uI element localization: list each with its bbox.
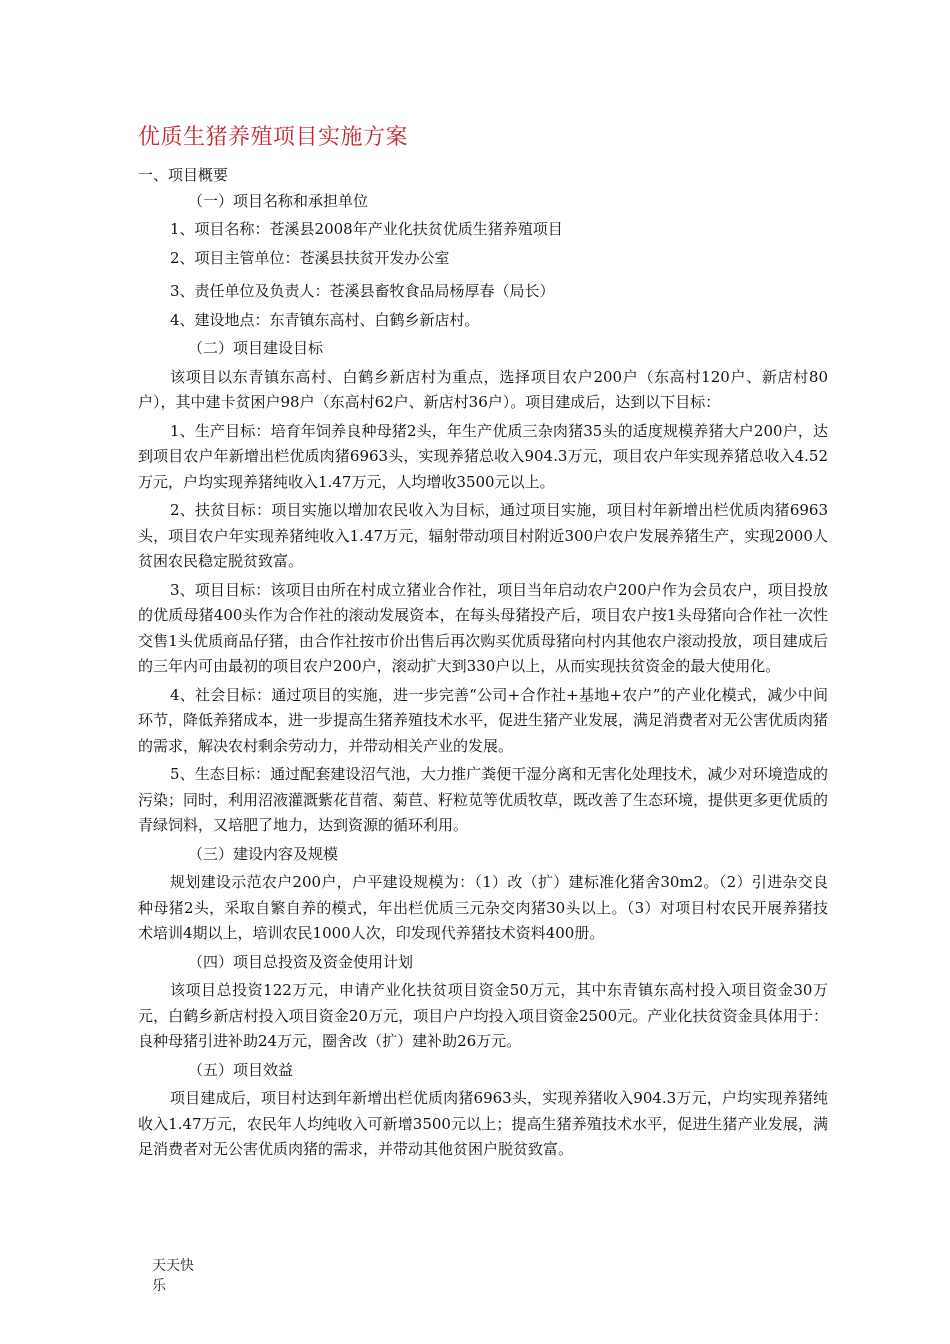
paragraph: 项目建成后，项目村达到年新增出栏优质肉猪6963头，实现养猪收入904.3万元，户均实现养猪纯收入1.47万元，农民年人均纯收入可新增3500元以上；提高生猪养殖技术水平，促进生猪产业发展，满足消费者对无公害优质肉猪的需求，并带动其他贫困户脱贫致富。 <box>138 1089 828 1158</box>
list-item: 3、责任单位及负责人：苍溪县畜牧食品局杨厚春（局长） <box>170 282 555 300</box>
paragraph: 3、项目目标：该项目由所在村成立猪业合作社，项目当年启动农户200户作为会员农户，项目投放的优质母猪400头作为合作社的滚动发展资本，在每头母猪投产后，项目农户按1头母猪向合作社一次性交售1头优质商品仔猪，由合作社按市价出售后再次购买优质母猪向村内其他农户滚动投放，项目建成后的三年内可由最初的项目农户200户，滚动扩大到330户以上，从而实现扶贫资金的最大使用化。 <box>138 580 828 675</box>
subsection-heading-goals: （二）项目建设目标 <box>188 339 324 357</box>
paragraph: 该项目总投资122万元，申请产业化扶贫项目资金50万元，其中东青镇东高村投入项目资金30万元，白鹤乡新店村投入项目资金20万元，项目户户均投入项目资金2500元。产业化扶贫资金具体用于：良种母猪引进补助24万元，圈舍改（扩）建补助26万元。 <box>138 981 828 1050</box>
list-item: 2、项目主管单位：苍溪县扶贫开发办公室 <box>170 248 450 267</box>
subsection-heading-investment: （四）项目总投资及资金使用计划 <box>188 952 414 971</box>
subsection-heading-benefits: （五）项目效益 <box>188 1060 294 1079</box>
paragraph: 4、社会目标：通过项目的实施，进一步完善“公司+合作社+基地+农户”的产业化模式，减少中间环节，降低养猪成本，进一步提高生猪养殖技术水平，促进生猪产业发展，满足消费者对无公害优质肉猪的需求，解决农村剩余劳动力，并带动相关产业的发展。 <box>138 685 829 755</box>
document-body <box>138 163 828 1163</box>
paragraph: 2、扶贫目标：项目实施以增加农民收入为目标，通过项目实施，项目村年新增出栏优质肉猪6963头，项目农户年实现养猪纯收入1.47万元，辐射带动项目村附近300户农户发展养猪生产，实现2000人贫困农民稳定脱贫致富。 <box>138 501 828 570</box>
list-item: 4、建设地点：东青镇东高村、白鹤乡新店村。 <box>170 310 480 329</box>
paragraph: 5、生态目标：通过配套建设沼气池，大力推广粪便干湿分离和无害化处理技术，减少对环境造成的污染；同时，利用沼液灌溉紫花苜蓿、菊苣、籽粒苋等优质牧草，既改善了生态环境，提供更多更优质的青绿饲料，又培肥了地力，达到资源的循环利用。 <box>138 765 829 834</box>
subsection-heading-content: （三）建设内容及规模 <box>188 844 339 863</box>
list-item: 1、项目名称：苍溪县2008年产业化扶贫优质生猪养殖项目 <box>170 220 563 238</box>
document-title: 优质生猪养殖项目实施方案 <box>138 125 409 150</box>
paragraph: 该项目以东青镇东高村、白鹤乡新店村为重点，选择项目农户200户（东高村120户、新店村80户），其中建卡贫困户98户（东高村62户、新店村36户）。项目建成后，达到以下目标： <box>138 367 828 411</box>
paragraph: 规划建设示范农户200户，户平建设规模为：（1）改（扩）建标准化猪舍30m2。（2）引进杂交良种母猪2头，采取自繁自养的模式，年出栏优质三元杂交肉猪30头以上。（3）对项目村农民开展养猪技术培训4期以上，培训农民1000人次，印发现代养猪技术资料400册。 <box>138 873 828 942</box>
subsection-heading-name-unit: （一）项目名称和承担单位 <box>188 191 369 210</box>
paragraph: 1、生产目标：培育年饲养良种母猪2头，年生产优质三杂肉猪35头的适度规模养猪大户200户，达到项目农户年新增出栏优质肉猪6963头，实现养猪总收入904.3万元，项目农户年实现养猪总收入4.52万元，户均实现养猪纯收入1.47万元，人均增收3500元以上。 <box>138 421 828 491</box>
footer-text: 天天快乐 <box>152 1258 194 1294</box>
section-heading-overview: 一、项目概要 <box>138 166 229 184</box>
